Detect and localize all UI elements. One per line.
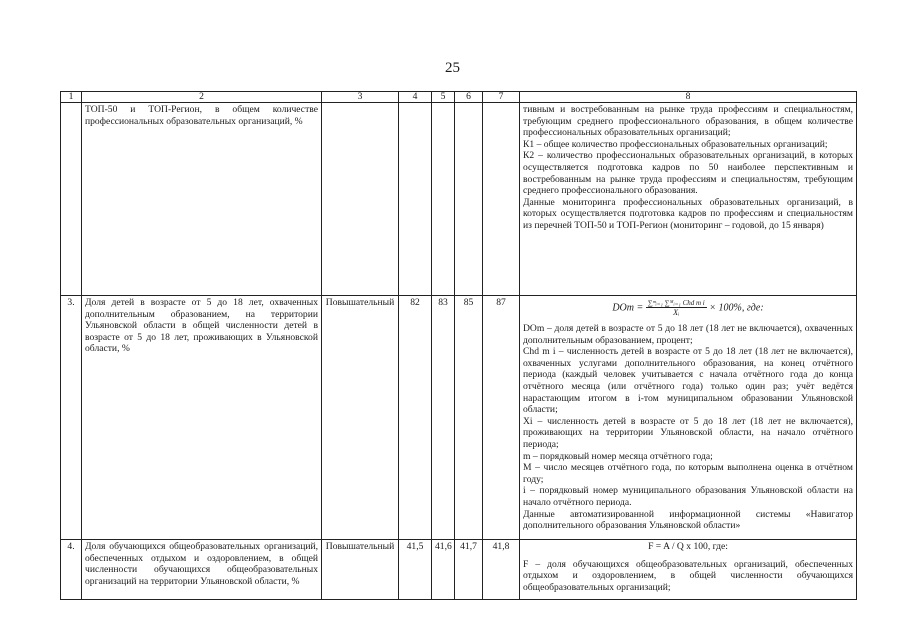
indicator-name: ТОП-50 и ТОП-Регион, в общем количестве профессиональных образовательных организаций, % (82, 103, 322, 296)
formula-f: F = A / Q x 100, где: (648, 541, 728, 552)
header-cell: 5 (432, 92, 455, 103)
description-line: Данные мониторинга профессиональных образовательных организаций, в которых осуществляется подготовка кадров по профессиям и специальностям из перечней ТОП-50 и ТОП-Регион (мониторинг – годовой, до 15 января) (523, 196, 853, 231)
value-cell: 87 (483, 296, 520, 540)
value-cell: 82 (399, 296, 432, 540)
trend-type (322, 103, 399, 296)
value-cell (432, 103, 455, 296)
indicator-name: Доля обучающихся общеобразовательных организаций, обеспеченных отдыхом и оздоровлением, в общей численности обучающихся общеобразовательных организаций на территории Ульяновской области, % (82, 540, 322, 600)
value-cell: 41,6 (432, 540, 455, 600)
table-row (61, 296, 857, 540)
header-cell: 4 (399, 92, 432, 103)
value-cell: 41,5 (399, 540, 432, 600)
description-line: DOm – доля детей в возрасте от 5 до 18 лет (18 лет не включается), охваченных дополнительным образованием, процент; (523, 323, 853, 346)
description-line: Данные автоматизированной информационной системы «Навигатор дополнительного образования Ульяновской области» (523, 508, 853, 532)
value-cell (455, 103, 483, 296)
value-cell (483, 103, 520, 296)
description-line: i – порядковый номер муниципального образования Ульяновской области на начало отчётного периода. (523, 485, 853, 508)
header-cell: 3 (322, 92, 399, 103)
trend-type: Повышательный (322, 540, 399, 600)
table-row (61, 103, 857, 296)
method-description (520, 296, 857, 540)
row-number: 4. (61, 540, 82, 600)
header-cell: 8 (520, 92, 857, 103)
page-number: 25 (445, 60, 460, 76)
trend-type: Повышательный (322, 296, 399, 540)
table-header-row (61, 92, 857, 103)
header-cell: 2 (82, 92, 322, 103)
description-line: m – порядковый номер месяца отчётного года; (523, 450, 713, 462)
row-number: 3. (61, 296, 82, 540)
formula-dom (523, 297, 853, 323)
header-cell: 6 (455, 92, 483, 103)
formula-fraction (646, 299, 707, 317)
description-line: тивным и востребованным на рынке труда профессиям и специальностям, требующим среднего профессионального образования, в общем количестве профессиональных образовательных организаций; (523, 104, 853, 139)
value-cell: 85 (455, 296, 483, 540)
description-line: F – доля обучающихся общеобразовательных организаций, обеспеченных отдыхом и оздоровлением, в общей численности обучающихся общеобразовательных организаций; (523, 558, 853, 593)
header-cell: 7 (483, 92, 520, 103)
formula-rhs: × 100%, где: (709, 302, 764, 314)
formula-denominator: Xᵢ (673, 308, 680, 317)
header-cell: 1 (61, 92, 82, 103)
description-line: M – число месяцев отчётного года, по которым выполнена оценка в отчётном году; (523, 462, 853, 485)
description-line: Xi – численность детей в возрасте от 5 до 18 лет (18 лет не включается), проживающих на территории Ульяновской области, на начало отчётного периода; (523, 415, 853, 450)
table-row (61, 540, 857, 600)
indicator-name: Доля детей в возрасте от 5 до 18 лет, охваченных дополнительным образованием, на территории Ульяновской области в общей численности детей в возрасте от 5 до 18 лет, проживающих в Ульяновской области, % (82, 296, 322, 540)
value-cell: 83 (432, 296, 455, 540)
value-cell: 41,8 (483, 540, 520, 600)
method-description (520, 540, 857, 600)
formula-lhs: DOm = (612, 302, 644, 314)
description-line: К2 – количество профессиональных образовательных организаций, в которых осуществляется подготовка кадров по 50 наиболее перспективным и востребованным на рынке труда профессиям и специальностям, требующим среднего профессионального образования. (523, 150, 853, 197)
indicators-table (60, 91, 857, 600)
formula-numerator: ∑ᵐᵢ₌₁ ∑ᴹᵢ₌₁ Chd m i (647, 299, 705, 307)
value-cell (399, 103, 432, 296)
description-line: Chd m i – численность детей в возрасте от 5 до 18 лет (18 лет не включается), охваченных услугами дополнительного образования, на конец отчётного периода (каждый человек учитывается с начала отчётного года до конца отчётного месяца (или отчётного года) только один раз; учёт ведётся нарастающим итогом в i-том муниципальном образовании Ульяновской области; (523, 346, 853, 416)
value-cell: 41,7 (455, 540, 483, 600)
description-line: К1 – общее количество профессиональных образовательных организаций; (523, 138, 828, 150)
method-description (520, 103, 857, 296)
row-number (61, 103, 82, 296)
